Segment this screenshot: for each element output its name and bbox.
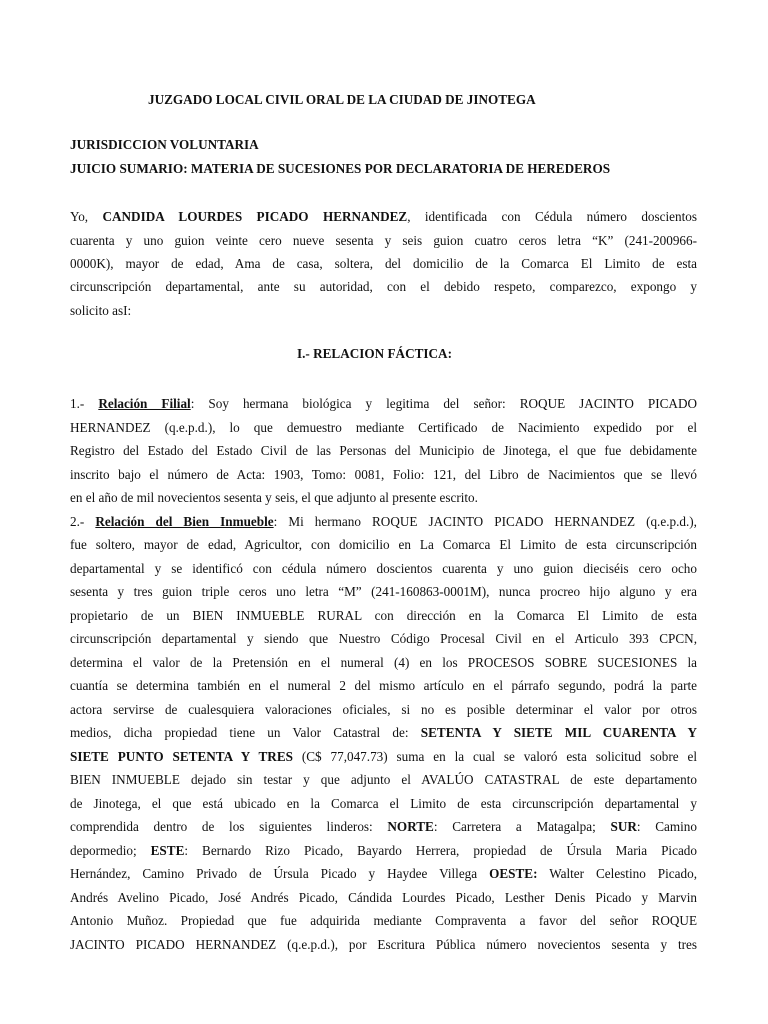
intro-line-4: circunscripción departamental, ante su autoridad, con el debido respeto, comparezco, expongo y: [70, 279, 697, 294]
p2-line-1: 2.- Relación del Bien Inmueble: Mi hermano ROQUE JACINTO PICADO HERNANDEZ (q.e.p.d.),: [70, 514, 697, 529]
p2-line-15: depormedio; ESTE: Bernardo Rizo Picado, Bayardo Herrera, propiedad de Úrsula Maria Picado: [70, 843, 697, 858]
intro-line-3: 0000K), mayor de edad, Ama de casa, soltera, del domicilio de la Comarca El Limito de esta: [70, 256, 697, 271]
p2-line-5: propietario de un BIEN INMUEBLE RURAL con dirección en la Comarca El Limito de esta: [70, 608, 697, 623]
relacion-filial-label: Relación Filial: [98, 396, 191, 411]
p2-line-3: departamental y se identificó con cédula número doscientos cuarenta y uno guion dieciséis cero ocho: [70, 561, 697, 576]
boundary-east-label: ESTE: [150, 843, 185, 858]
intro-line-2: cuarenta y uno guion veinte cero nueve sesenta y seis guion cuatro ceros letra “K” (241-200966-: [70, 233, 697, 248]
p2-line-8: cuantía se determina también en el numeral 2 del mismo artículo en el párrafo segundo, podrá la parte: [70, 678, 697, 693]
p1-line-2: HERNANDEZ (q.e.p.d.), lo que demuestro mediante Certificado de Nacimiento expedido por el: [70, 420, 697, 435]
catastral-value-words: SETENTA Y SIETE MIL CUARENTA Y: [420, 725, 697, 740]
p2-line-11: SIETE PUNTO SETENTA Y TRES (C$ 77,047.73) suma en la cual se valoró esta solicitud sobre el: [70, 749, 697, 764]
p2-line-17: Andrés Avelino Picado, José Andrés Picado, Cándida Lourdes Picado, Lesther Denis Picado y Marvin: [70, 890, 697, 905]
intro-line-1: Yo, CANDIDA LOURDES PICADO HERNANDEZ, identificada con Cédula número doscientos: [70, 209, 697, 224]
p1-line-3: Registro del Estado del Estado Civil de las Personas del Municipio de Jinotega, el que fue debidamente: [70, 443, 697, 458]
p1-line-1: 1.- Relación Filial: Soy hermana biológica y legitima del señor: ROQUE JACINTO PICADO: [70, 396, 697, 411]
p2-line-13: de Jinotega, el que está ubicado en la Comarca el Limito de esta circunscripción departamental y: [70, 796, 697, 811]
p2-line-12: BIEN INMUEBLE dejado sin testar y que adjunto el AVALÚO CATASTRAL de este departamento: [70, 772, 697, 787]
catastral-value-words-cont: SIETE PUNTO SETENTA Y TRES: [70, 749, 293, 764]
boundary-west-label: OESTE:: [489, 866, 538, 881]
p2-line-9: actora servirse de cualesquiera valoraciones oficiales, si no es posible determinar el valor por otros: [70, 702, 697, 717]
intro-line-5: solicito asI:: [70, 303, 132, 318]
p1-line-5: en el año de mil novecientos sesenta y seis, el que adjunto al presente escrito.: [70, 490, 478, 505]
p2-line-2: fue soltero, mayor de edad, Agricultor, con domicilio en La Comarca El Limito de esta circunscripción: [70, 537, 697, 552]
petitioner-name: CANDIDA LOURDES PICADO HERNANDEZ: [102, 209, 408, 224]
court-title: JUZGADO LOCAL CIVIL ORAL DE LA CIUDAD DE JINOTEGA: [148, 92, 536, 107]
p2-line-19: JACINTO PICADO HERNANDEZ (q.e.p.d.), por Escritura Pública número novecientos sesenta y tres: [70, 937, 697, 952]
boundary-south-label: SUR: [610, 819, 637, 834]
p2-line-7: determina el valor de la Pretensión en el numeral (4) en los PROCESOS SOBRE SUCESIONES la: [70, 655, 697, 670]
p2-line-14: comprendida dentro de los siguientes linderos: NORTE: Carretera a Matagalpa; SUR: Camino: [70, 819, 697, 834]
case-type-heading: JUICIO SUMARIO: MATERIA DE SUCESIONES POR DECLARATORIA DE HEREDEROS: [70, 161, 611, 176]
relacion-bien-inmueble-label: Relación del Bien Inmueble: [95, 514, 274, 529]
p2-line-6: circunscripción departamental y siendo que Nuestro Código Procesal Civil en el Articulo 393 CPCN,: [70, 631, 697, 646]
p2-line-18: Antonio Muñoz. Propiedad que fue adquirida mediante Compraventa a favor del señor ROQUE: [70, 913, 697, 928]
boundary-north-label: NORTE: [387, 819, 434, 834]
p1-line-4: inscrito bajo el número de Acta: 1903, Tomo: 0081, Folio: 121, del Libro de Nacimientos que se llevó: [70, 467, 697, 482]
p2-line-4: sesenta y tres guion triple ceros uno letra “M” (241-160863-0001M), nunca procreo hijo alguno y era: [70, 584, 697, 599]
section-title: I.- RELACION FÁCTICA:: [297, 346, 452, 361]
p2-line-10: medios, dicha propiedad tiene un Valor Catastral de: SETENTA Y SIETE MIL CUARENTA Y: [70, 725, 697, 740]
p2-line-16: Hernández, Camino Privado de Úrsula Picado y Haydee Villega OESTE: Walter Celestino Picado,: [70, 866, 697, 881]
jurisdiction-heading: JURISDICCION VOLUNTARIA: [70, 137, 259, 152]
